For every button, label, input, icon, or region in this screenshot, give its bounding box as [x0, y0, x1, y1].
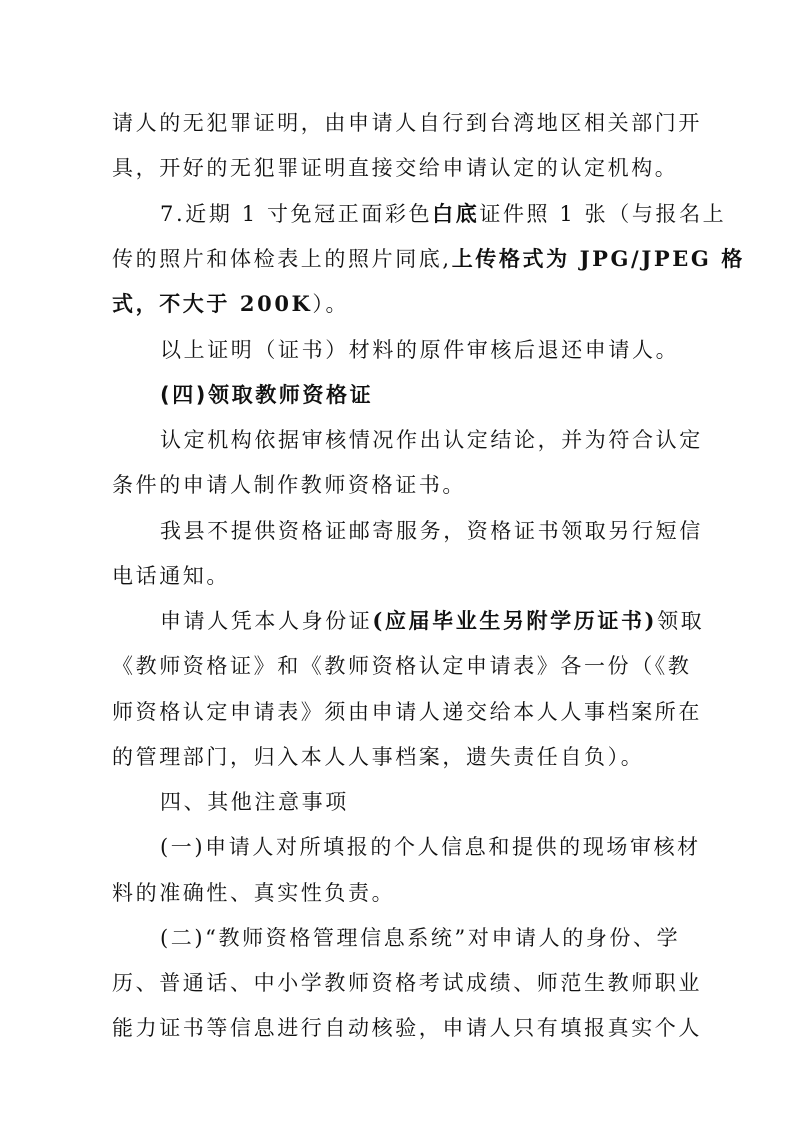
text-line: 的管理部门，归入本人人事档案，遗失责任自负）。: [112, 745, 645, 769]
section-heading: (四)领取教师资格证: [160, 383, 374, 407]
text-line: (二)“教师资格管理信息系统”对申请人的身份、学: [160, 926, 681, 950]
text-line: (一)申请人对所填报的个人信息和提供的现场审核材: [160, 835, 701, 859]
text-span: ）。: [312, 292, 350, 316]
section-heading: 四、其他注意事项: [160, 790, 349, 814]
text-line: 电话通知。: [112, 564, 230, 588]
text-line: [112, 289, 692, 319]
text-line: [160, 606, 705, 636]
text-span: 7.近期 1 寸免冠正面彩色: [160, 202, 433, 226]
text-line: 《教师资格证》和《教师资格认定申请表》各一份（《教: [112, 654, 692, 678]
text-line: 认定机构依据审核情况作出认定结论，并为符合认定: [160, 428, 703, 452]
text-line: 料的准确性、真实性负责。: [112, 881, 396, 905]
text-line: 以上证明（证书）材料的原件审核后退还申请人。: [160, 338, 680, 362]
text-line: [160, 199, 727, 229]
text-line: 能力证书等信息进行自动核验，申请人只有填报真实个人: [112, 1016, 702, 1040]
bold-text: 白底: [432, 201, 480, 226]
bold-text: (应届毕业生另附学历证书): [372, 608, 658, 633]
text-line: 请人的无犯罪证明，由申请人自行到台湾地区相关部门开: [112, 111, 702, 135]
text-line: [112, 244, 745, 274]
text-line: 具，开好的无犯罪证明直接交给申请认定的认定机构。: [112, 156, 679, 180]
text-span: 申请人凭本人身份证: [160, 609, 373, 633]
text-span: 领取: [657, 609, 705, 633]
bold-text: 上传格式为 JPG/JPEG 格: [451, 246, 745, 271]
bold-text: 式，不大于 200K: [112, 291, 313, 316]
text-line: 条件的申请人制作教师资格证书。: [112, 473, 466, 497]
text-line: 历、普通话、中小学教师资格考试成绩、师范生教师职业: [112, 971, 702, 995]
text-line: 师资格认定申请表》须由申请人递交给本人人事档案所在: [112, 700, 702, 724]
text-span: 证件照 1 张（与报名上: [479, 202, 727, 226]
text-span: 传的照片和体检表上的照片同底,: [112, 247, 452, 271]
text-line: 我县不提供资格证邮寄服务，资格证书领取另行短信: [160, 519, 703, 543]
